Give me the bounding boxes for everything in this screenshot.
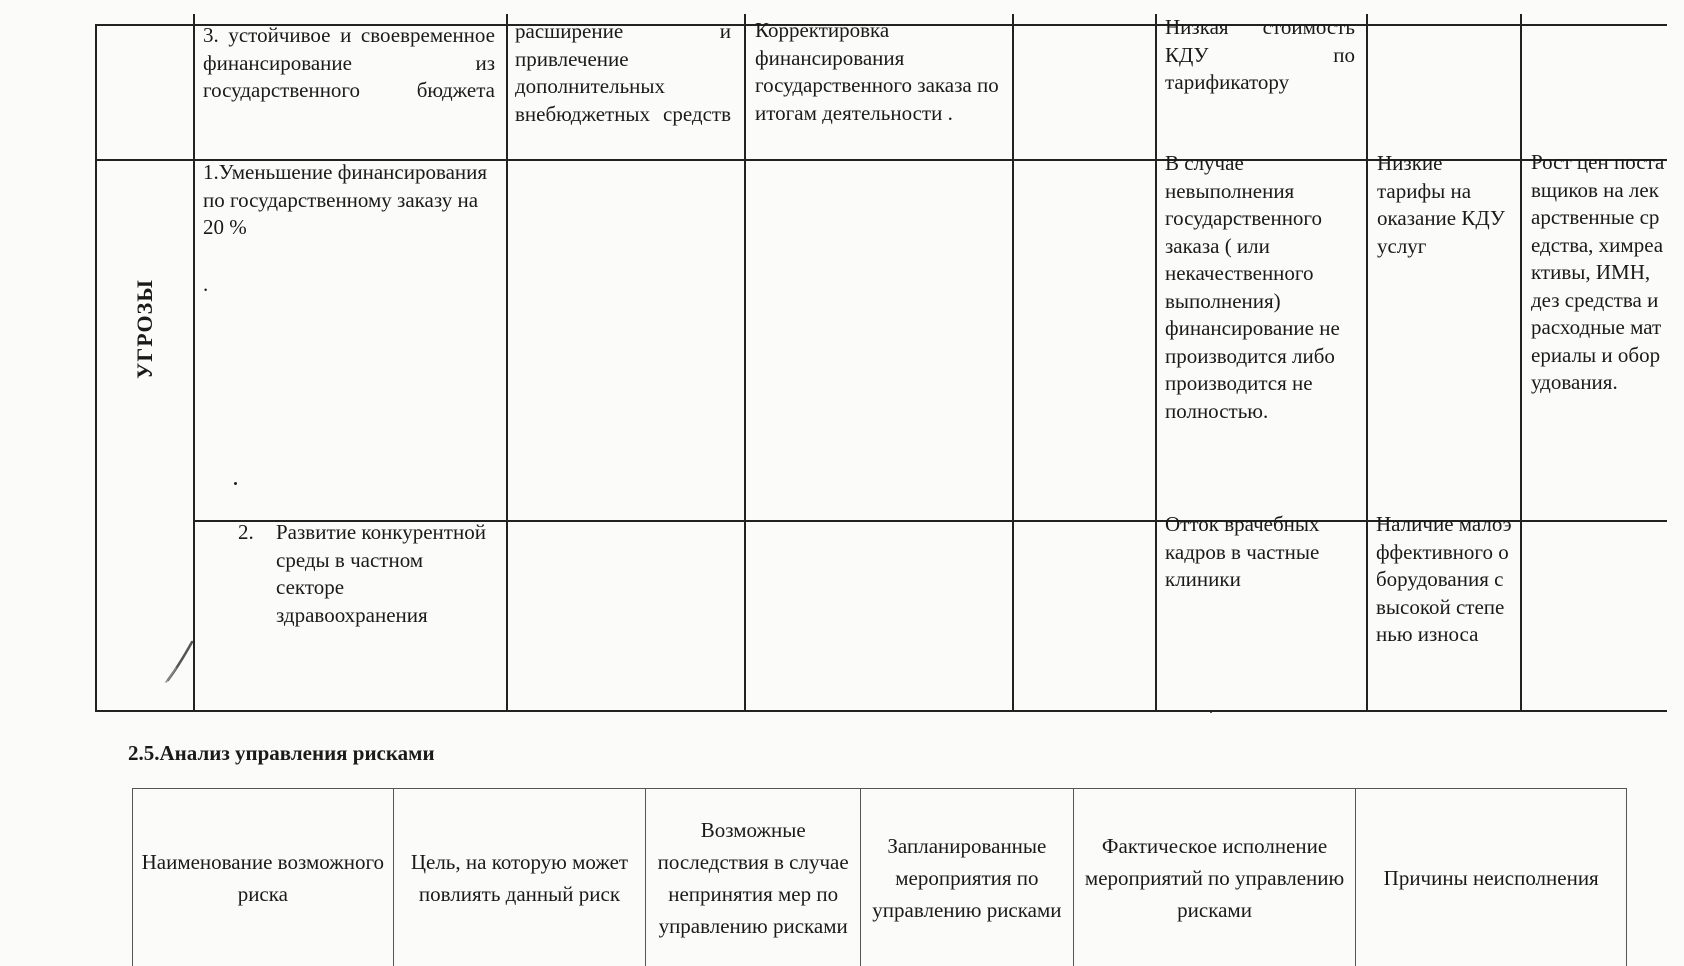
risk-header-consequences: Возможные последствия в случае непринятия мер по управлению рисками (646, 789, 861, 966)
risk-table (132, 788, 1627, 966)
grid-line (1012, 14, 1014, 712)
strength-cell-3: Корректировка финансирования государственного заказа по итогам деятельности . (755, 18, 999, 125)
grid-line (1155, 14, 1157, 712)
swot-table (95, 14, 1675, 712)
risk-header-goal: Цель, на которую может повлиять данный риск (394, 789, 647, 966)
grid-line (1366, 14, 1368, 712)
threat2-cell-5: Отток врачебных кадров в частные клиники (1165, 512, 1320, 591)
threat1-cell-7: Рост цен поставщиков на лекарственные средства, химреактивы, ИМН, дез средства и расходные материалы и оборудования. (1531, 150, 1665, 394)
threats-label: УГРОЗЫ (132, 279, 157, 379)
risk-header-planned: Запланированные мероприятия по управлению рисками (861, 789, 1074, 966)
threat1-cell-6: Низкие тарифы на оказание КДУ услуг (1377, 151, 1505, 258)
risk-header-actual: Фактическое исполнение мероприятий по управлению рисками (1074, 789, 1357, 966)
grid-line (95, 26, 97, 712)
grid-line (1520, 14, 1522, 712)
strength-cell-2: расширение и привлечение дополнительных внебюджетных средств (515, 19, 731, 126)
grid-line (95, 710, 1667, 712)
grid-line (193, 14, 195, 712)
stray-dot (1210, 711, 1212, 713)
grid-line (744, 14, 746, 712)
stray-dot (234, 482, 237, 485)
threat2-cell-1: Развитие конкурентной среды в частном секторе здравоохранения (276, 520, 486, 627)
grid-line (506, 14, 508, 712)
threat2-number: 2. (238, 520, 254, 544)
threat1-dot: . (203, 272, 209, 296)
pen-mark (162, 638, 198, 684)
threat1-cell-5: В случае невыполнения государственного заказа ( или некачественного выполнения) финансирование не производится либо производится не полностью. (1165, 151, 1340, 423)
risk-header-reasons: Причины неисполнения (1383, 865, 1599, 890)
threat2-cell-6: Наличие малоэффективного оборудования с высокой степенью износа (1376, 512, 1512, 646)
section-title: 2.5.Анализ управления рисками (128, 741, 435, 765)
strength-cell-1: 3. устойчивое и своевременное финансирование из государственного бюджета (203, 23, 495, 102)
strength-cell-5: Низкая стоимость КДУ по тарификатору (1165, 15, 1355, 94)
risk-header-name: Наименование возможного риска (133, 789, 394, 966)
threat1-cell-1: 1.Уменьшение финансирования по государственному заказу на 20 % (203, 160, 488, 239)
